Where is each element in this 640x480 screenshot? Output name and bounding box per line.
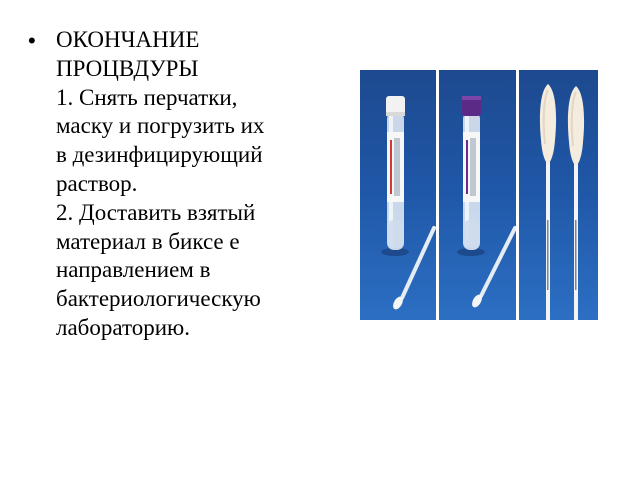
text-line: в дезинфицирующий	[56, 142, 263, 168]
text-line: ПРОЦВДУРЫ	[56, 55, 199, 81]
text-line: 2. Доставить взятый	[56, 199, 256, 225]
text-line: бактериологическую	[56, 286, 261, 312]
text-line: маску и погрузить их	[56, 113, 265, 139]
text-line: лабораторию.	[56, 314, 190, 340]
large-swabs-illustration	[519, 70, 598, 320]
text-line: 1. Снять перчатки,	[56, 84, 238, 110]
text-line: материал в биксе е	[56, 228, 240, 254]
purple-cap-tube-illustration	[439, 70, 516, 320]
text-line: ОКОНЧАНИЕ	[56, 27, 200, 52]
bullet-text	[56, 26, 334, 343]
text-line: раствор.	[56, 170, 138, 196]
swab-tubes-photo	[360, 70, 598, 320]
photo-panel-purple-cap-tube	[439, 70, 516, 320]
photo-panel-white-cap-tube	[360, 70, 436, 320]
bullet-dot: •	[28, 28, 36, 53]
white-cap-tube-illustration	[360, 70, 436, 320]
text-line: направлением в	[56, 257, 211, 283]
photo-panel-large-swabs	[519, 70, 598, 320]
